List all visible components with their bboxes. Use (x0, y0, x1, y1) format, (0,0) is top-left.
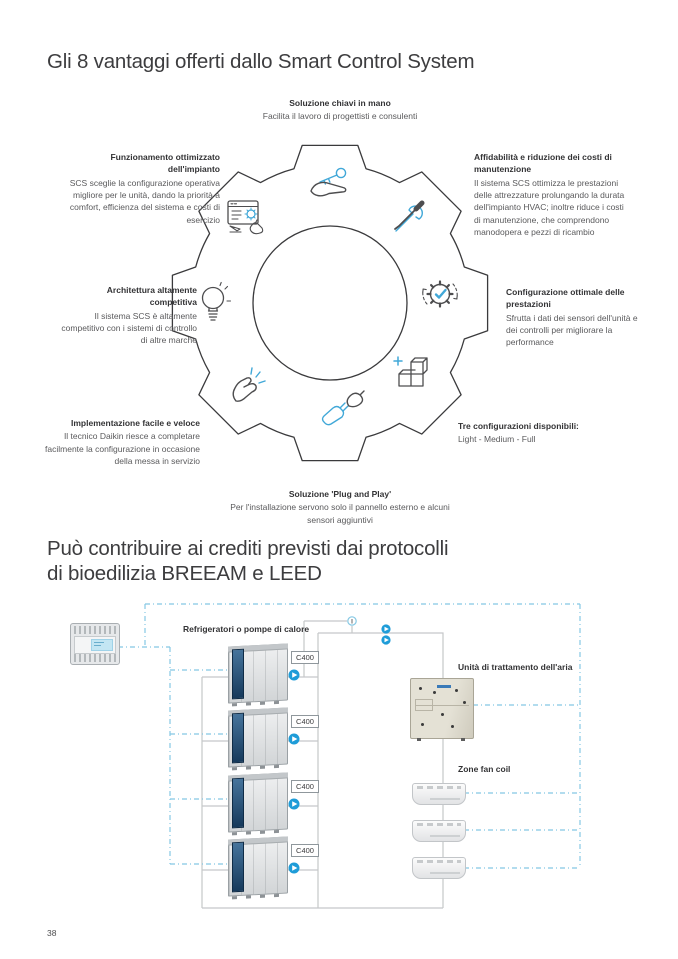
benefit-title: Tre configurazioni disponibili: (458, 421, 579, 431)
chiller-unit (228, 643, 288, 703)
play-icon (289, 863, 300, 874)
benefit-title: Soluzione chiavi in mano (289, 98, 391, 108)
benefit-title: Architettura altamente competitiva (106, 285, 197, 308)
c400-tag: C400 (291, 651, 319, 664)
benefit-body: Per l'installazione servono solo il pannello esterno e alcuni sensori aggiuntivi (230, 502, 450, 525)
section2-title-line2: di bioedilizia BREEAM e LEED (47, 562, 322, 585)
fancoil-label: Zone fan coil (458, 764, 511, 774)
section2-title-line1: Può contribuire ai crediti previsti dai protocolli (47, 537, 449, 560)
play-icon (381, 624, 390, 633)
play-icon (381, 635, 390, 644)
fan-coil-unit (412, 857, 466, 879)
benefit-title: Funzionamento ottimizzato dell'impianto (110, 152, 220, 175)
benefit-body: SCS sceglie la configurazione operativa migliore per le unità, dando la priorità a comfort, efficienza del sistema e costi di esercizio (69, 177, 220, 225)
fan-coil-unit (412, 783, 466, 805)
benefit-body: Light - Medium - Full (458, 434, 536, 445)
chillers-label: Refrigeratori o pompe di calore (183, 624, 310, 634)
terminal-strip (74, 654, 116, 662)
section1-title: Gli 8 vantaggi offerti dallo Smart Control System (47, 50, 475, 73)
benefit-title: Configurazione ottimale delle prestazioni (506, 287, 625, 310)
benefit-body: Sfrutta i dati dei sensori dell'unità e dei controlli per migliorare la performance (506, 312, 638, 348)
page-number: 38 (47, 928, 57, 938)
c400-tag: C400 (291, 715, 319, 728)
fan-coil-unit (412, 820, 466, 842)
ahu-label: Unità di trattamento dell'aria (458, 662, 573, 672)
din-controller (70, 623, 120, 665)
air-handling-unit (410, 678, 474, 739)
benefit-title: Soluzione 'Plug and Play' (288, 489, 392, 499)
benefit-body: Il tecnico Daikin riesce a completare facilmente la configurazione in occasione della messa in servizio (45, 431, 200, 466)
play-icon (289, 799, 300, 810)
controller-face (74, 636, 116, 654)
chiller-unit (228, 772, 288, 832)
benefit-body: Il sistema SCS è altamente competitivo con i sistemi di controllo di altre marche (61, 310, 197, 346)
benefit-body: Facilita il lavoro di progettisti e consulenti (262, 111, 418, 122)
dashed-network-lines (118, 604, 580, 868)
c400-tag: C400 (291, 844, 319, 857)
play-icon (289, 670, 300, 681)
c400-tag: C400 (291, 780, 319, 793)
ahu-logo (437, 685, 451, 688)
play-icon (289, 734, 300, 745)
controller-label-sticker (91, 639, 113, 651)
benefit-body: Il sistema SCS ottimizza le prestazioni delle attrezzature prolungando la durata dell'impianto HVAC; inoltre riduce i costi di manutenzione, che comprendono manodopera e pezzi di ricambio (474, 177, 625, 237)
chiller-unit (228, 707, 288, 767)
benefit-title: Implementazione facile e veloce (71, 418, 200, 428)
chiller-unit (228, 836, 288, 896)
benefit-title: Affidabilità e riduzione dei costi di manutenzione (474, 152, 612, 175)
terminal-strip (74, 626, 116, 634)
